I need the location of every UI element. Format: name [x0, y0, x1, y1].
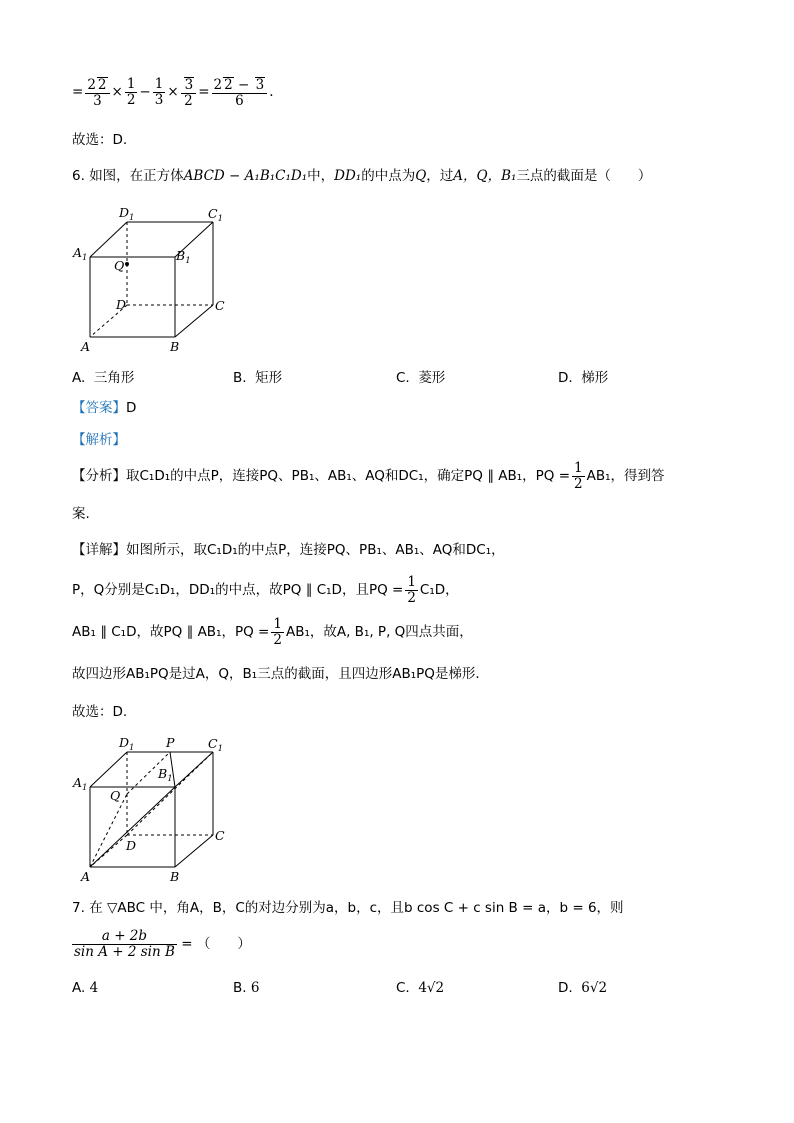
q7-option-c: C. 4√2	[396, 980, 445, 996]
q6-option-c: C. 菱形	[396, 370, 446, 386]
fenxi-line: 【分析】取C₁D₁的中点P，连接PQ、PB₁、AB₁、AQ和DC₁，确定PQ ∥ AB₁，PQ = $\frac{1}{2}$ AB₁，得到答	[72, 459, 665, 492]
label-q: Q	[114, 258, 125, 273]
label2-a: A	[81, 869, 91, 884]
analysis-heading: 【解析】	[72, 432, 126, 448]
xiangjie-line-3: AB₁ ∥ C₁D，故PQ ∥ AB₁，PQ = $\frac{1}{2}$ AB₁，故A, B₁, P, Q四点共面，	[72, 615, 473, 648]
label2-d1: $D_1$	[119, 735, 135, 753]
label2-a1: $A_1$	[73, 775, 88, 793]
previous-conclusion: 故选：D.	[72, 132, 128, 148]
q6-option-b: B. 矩形	[233, 370, 283, 386]
q7-option-a: A. 4	[72, 980, 99, 996]
label2-d: D	[126, 838, 137, 853]
label2-c: C	[215, 828, 225, 843]
cube-figure	[70, 200, 240, 360]
label2-b1: $B_1$	[158, 766, 173, 784]
label2-q: Q	[110, 788, 121, 803]
label2-c1: $C_1$	[208, 736, 223, 754]
xiangjie-line-1: 【详解】如图所示，取C₁D₁的中点P，连接PQ、PB₁、AB₁、AQ和DC₁，	[72, 542, 505, 558]
cube-section-figure	[70, 730, 240, 890]
q7-option-b: B. 6	[233, 980, 260, 996]
label-d1: $D_1$	[119, 205, 135, 223]
label-a: A	[81, 339, 91, 354]
label2-b: B	[170, 869, 180, 884]
q6-option-d: D. 梯形	[558, 370, 609, 386]
q6-conclusion: 故选：D.	[72, 704, 128, 720]
q6-option-a: A. 三角形	[72, 370, 135, 386]
label-c: C	[215, 298, 225, 313]
answer-line: 【答案】D	[72, 400, 137, 416]
xiangjie-line-2: P，Q分别是C₁D₁，DD₁的中点，故PQ ∥ C₁D，且PQ = $\frac{1}{2}$ C₁D，	[72, 573, 459, 606]
question-7-fraction: $\frac{a + 2b}{\text{sin A + 2 sin B}}$ = （ ）	[74, 928, 251, 960]
label-b: B	[170, 339, 180, 354]
label-c1: $C_1$	[208, 206, 223, 224]
previous-result-formula: = $\frac{2 2}{3}$ × $\frac{1}{2}$ − $\frac{1}{3}$ × $\frac{3}{2}$ = $\frac{2 2 - 3}{6}$ .	[72, 76, 274, 109]
point-q	[125, 262, 129, 266]
label-b1: $B_1$	[176, 248, 191, 266]
label2-p: P	[166, 735, 175, 750]
label-a1: $A_1$	[73, 245, 88, 263]
q7-option-d: D. 6√2	[558, 980, 608, 996]
label-d: D	[116, 297, 127, 312]
fenxi-wrap: 案.	[72, 506, 90, 522]
question-7-stem: 7. 在 ▽ABC 中，角A，B，C的对边分别为a，b，c，且b cos C + c sin B = a，b = 6，则	[72, 900, 624, 916]
question-6-stem: 6. 如图，在正方体ABCD − A₁B₁C₁D₁中，DD₁的中点为Q，过A，Q，B₁三点的截面是（ ）	[72, 168, 652, 184]
xiangjie-line-4: 故四边形AB₁PQ是过A，Q，B₁三点的截面，且四边形AB₁PQ是梯形.	[72, 666, 480, 682]
